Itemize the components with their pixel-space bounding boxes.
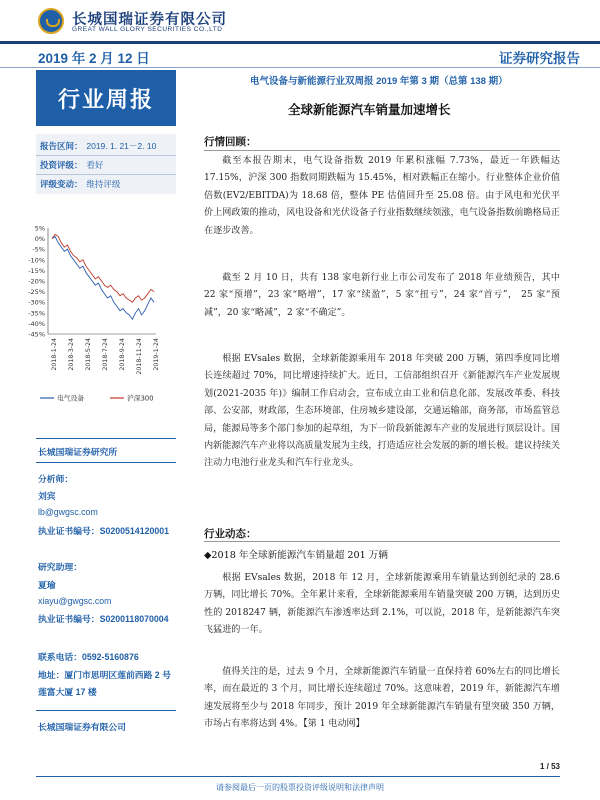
y-tick-label: -30%: [28, 298, 45, 307]
footer-disclaimer: 请参阅最后一页的股票投资评级说明和法律声明: [216, 783, 384, 792]
meta-value: 维持评级: [86, 179, 121, 189]
report-date: 2019 年 2 月 12 日: [38, 51, 150, 66]
analyst-cert: 执业证书编号：S0200514120001: [38, 526, 170, 536]
page-number: 1 / 53: [539, 762, 560, 771]
meta-key: 评级变动：: [40, 179, 83, 189]
contact-address-2: 莲富大厦 17 楼: [38, 687, 97, 697]
legend-label: 沪深300: [127, 394, 154, 403]
sidebar-rule: [36, 462, 176, 463]
meta-box: [36, 134, 176, 194]
paragraph: 值得关注的是，过去 9 个月，全球新能源汽车销量一直保持着 60%左右的同比增长率，而在最近的 3 个月，同比增长连续超过 70%。这意味着，2019 年，新能源汽车增速发展将至少与 2018 年同步，预计 2019 年全球新能源汽车销量有望突破 350 万辆，市场占有率将达到 4%。【第 1 电动网】: [204, 667, 560, 730]
y-tick-label: 0%: [34, 235, 45, 244]
analyst-email[interactable]: lb@gwgsc.com: [38, 507, 98, 517]
section-heading-news: 行业动态：: [204, 528, 257, 540]
report-headline: 全球新能源汽车销量加速增长: [288, 103, 451, 117]
y-tick-label: -45%: [28, 330, 45, 339]
paragraph: 截至 2 月 10 日，共有 138 家电新行业上市公司发布了 2018 年业绩预告，其中 22 家“预增”，23 家“略增”，17 家“续盈”，5 家“扭亏”，24 家“首亏”， 25 家“预减”，20 家“略减”，2 家“不确定”。: [204, 273, 560, 318]
meta-key: 投资评级：: [40, 160, 83, 170]
performance-chart: [28, 222, 174, 412]
y-tick-label: -10%: [28, 256, 45, 265]
company-name-en: GREAT WALL GLORY SECURITIES CO.,LTD: [72, 26, 223, 33]
paragraph: 根据 EVsales 数据，全球新能源乘用车 2018 年突破 200 万辆，第四季度同比增长连续超过 70%，同比增速持续扩大。近日，工信部组织召开《新能源汽车产业发展规划(2021-2035 年)》编制工作启动会，宣布成立由工业和信息化部、发展改革委、科技部、公安部，财政部，生态环境部，住房城乡建设部，交通运输部，商务部，市场监管总局，能源局等多个部门参加的起草组，为下一阶段新能源车产业的发展进行顶层设计。国内新能源汽车产业将以高质量发展为主线，打造适应社会发展的新的增长极。建议持续关注动力电池行业龙头和汽车行业龙头。: [204, 354, 560, 469]
meta-row-period: [40, 140, 156, 152]
x-tick-label: 2018-5-24: [85, 338, 92, 371]
y-tick-label: -15%: [28, 266, 45, 275]
x-tick-label: 2018-1-24: [51, 338, 58, 371]
y-tick-label: -20%: [28, 277, 45, 286]
series-line: [52, 237, 154, 320]
sidebar-rule: [36, 710, 176, 711]
section-heading-market: 行情回顾：: [204, 136, 257, 148]
analyst-name: 刘宾: [38, 491, 56, 501]
assistant-email[interactable]: xiayu@gwgsc.com: [38, 596, 112, 606]
x-tick-label: 2018-7-24: [102, 338, 109, 371]
meta-value: 看好: [86, 160, 104, 170]
y-tick-label: -25%: [28, 288, 45, 297]
sidebar-rule: [36, 438, 176, 439]
section-rule: [204, 541, 560, 542]
meta-key: 报告区间：: [40, 141, 83, 151]
x-tick-label: 2018-9-24: [119, 338, 126, 371]
report-banner: 行业周报: [36, 70, 176, 126]
x-tick-label: 2018-11-24: [136, 338, 143, 375]
assistant-name: 夏瑜: [38, 580, 56, 590]
y-tick-label: 5%: [34, 224, 45, 233]
footer-rule: [36, 776, 560, 777]
header-rule: [0, 41, 600, 44]
meta-row-change: [40, 178, 120, 190]
assistant-label: 研究助理：: [38, 562, 82, 572]
paragraph: 截至本报告期末，电气设备指数 2019 年累积涨幅 7.73%，最近一年跌幅达 17.15%，沪深 300 指数同期跌幅为 15.45%，相对跌幅正在缩小。行业整体企业价值倍数(EV2/EBITDA)为 18.68 倍，整体 PE 估值回升至 25.08 倍。由于风电和光伏平价上网政策的推动，风电设备和光伏设备子行业指数继续领涨，电气设备指数前瞻格局正在逐步改善。: [204, 156, 560, 236]
company-logo-icon: [38, 8, 64, 34]
research-institute: 长城国瑞证券研究所: [38, 447, 118, 457]
y-tick-label: -5%: [32, 245, 45, 254]
y-tick-label: -35%: [28, 309, 45, 318]
report-subtitle: 电气设备与新能源行业双周报 2019 年第 3 期（总第 138 期）: [250, 76, 508, 87]
section-rule: [204, 150, 560, 151]
meta-row-rating: [40, 159, 103, 171]
x-tick-label: 2018-3-24: [68, 338, 75, 371]
contact-address: 地址：厦门市思明区莲前西路 2 号: [38, 670, 171, 680]
report-type: 证券研究报告: [499, 51, 580, 66]
company-name: 长城国瑞证券有限公司: [72, 12, 227, 28]
x-tick-label: 2019-1-24: [153, 338, 160, 371]
legend-label: 电气设备: [57, 394, 85, 403]
y-tick-label: -40%: [28, 319, 45, 328]
meta-divider: [36, 174, 176, 175]
meta-value: 2019. 1. 21－2. 10: [86, 141, 157, 151]
header-rule-thin: [0, 67, 600, 68]
contact-phone: 联系电话：0592-5160876: [38, 652, 139, 662]
company-name-bottom: 长城国瑞证券有限公司: [38, 722, 126, 732]
paragraph: 根据 EVsales 数据，2018 年 12 月，全球新能源乘用车销量达到创纪录的 28.6 万辆，同比增长 70%。全年累计来看，全球新能源乘用车销量突破 200 万辆，达到历史性的 2018247 辆，新能源汽车渗透率达到 2.1%，可以说，2018 年，是新能源汽车突飞猛进的一年。: [204, 573, 560, 636]
assistant-cert: 执业证书编号：S0200118070004: [38, 614, 169, 624]
analyst-label: 分析师：: [38, 474, 74, 484]
news-bullet: ◆2018 年全球新能源汽车销量超 201 万辆: [204, 550, 388, 561]
meta-divider: [36, 155, 176, 156]
